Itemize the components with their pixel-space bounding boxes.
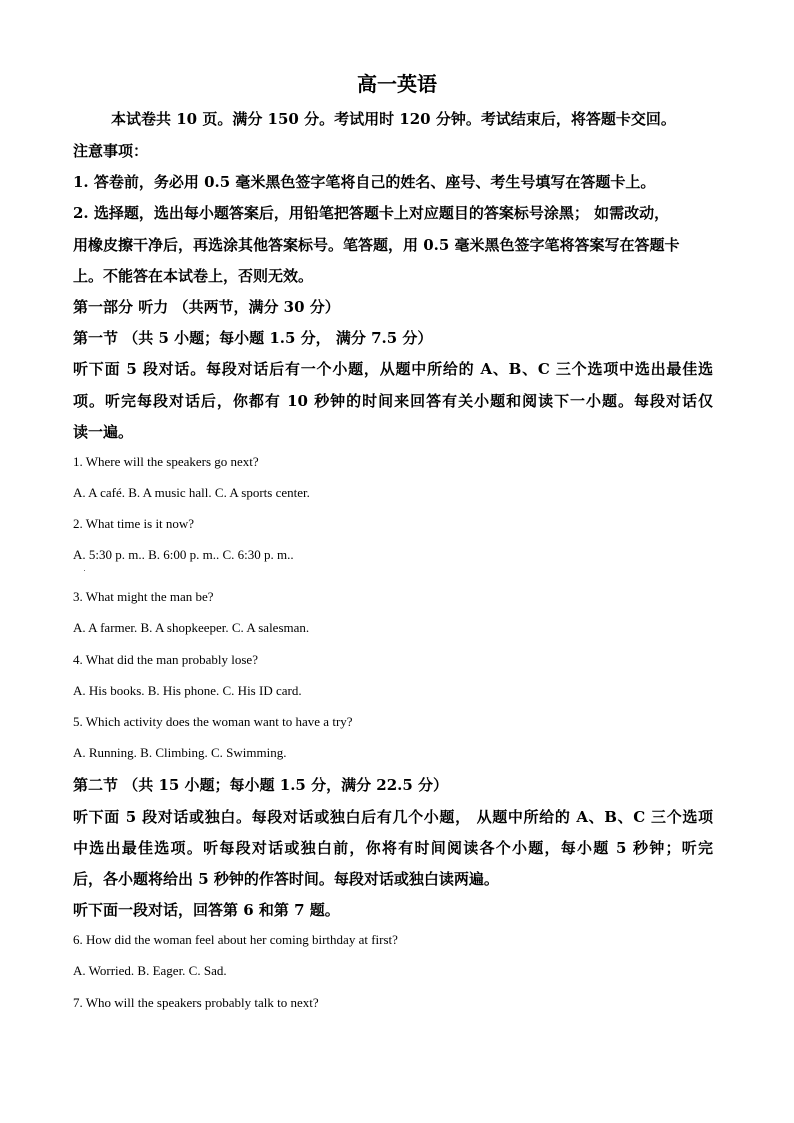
section1-heading: 第一节 （共 5 小题；每小题 1.5 分， 满分 7.5 分）	[73, 329, 433, 347]
exam-intro: 本试卷共 10 页。满分 150 分。考试用时 120 分钟。考试结束后，将答题卡交回。	[111, 110, 676, 128]
section1-instruction-line-1: 听下面 5 段对话。每段对话后有一个小题，从题中所给的 A、B、C 三个选项中选出最佳选	[73, 360, 713, 378]
notes-item-2-line-1: 2. 选择题，选出每小题答案后，用铅笔把答题卡上对应题目的答案标号涂黑； 如需改动，	[73, 204, 670, 222]
stray-dot	[84, 570, 85, 571]
section2-heading: 第二节 （共 15 小题；每小题 1.5 分，满分 22.5 分）	[73, 776, 449, 794]
question-4: 4. What did the man probably lose?	[73, 652, 258, 667]
question-2-options: A. 5:30 p. m.. B. 6:00 p. m.. C. 6:30 p. m..	[73, 547, 294, 562]
dialog-intro: 听下面一段对话，回答第 6 和第 7 题。	[73, 901, 340, 919]
notes-item-2-line-2: 用橡皮擦干净后，再选涂其他答案标号。笔答题，用 0.5 毫米黑色签字笔将答案写在答题卡	[73, 236, 680, 254]
part1-heading: 第一部分 听力 （共两节，满分 30 分）	[73, 298, 340, 316]
notes-item-1: 1. 答卷前，务必用 0.5 毫米黑色签字笔将自己的姓名、座号、考生号填写在答题卡上。	[73, 173, 656, 191]
section1-instruction-line-2: 项。听完每段对话后，你都有 10 秒钟的时间来回答有关小题和阅读下一小题。每段对话仅	[73, 392, 713, 410]
question-5-options: A. Running. B. Climbing. C. Swimming.	[73, 745, 287, 760]
question-1-options: A. A café. B. A music hall. C. A sports center.	[73, 485, 310, 500]
question-3: 3. What might the man be?	[73, 589, 214, 604]
question-3-options: A. A farmer. B. A shopkeeper. C. A salesman.	[73, 620, 310, 635]
section2-instruction-line-3: 后，各小题将给出 5 秒钟的作答时间。每段对话或独白读两遍。	[73, 870, 499, 888]
question-4-options: A. His books. B. His phone. C. His ID card.	[73, 683, 302, 698]
section2-instruction-line-1: 听下面 5 段对话或独白。每段对话或独白后有几个小题， 从题中所给的 A、B、C 三个选项	[73, 808, 713, 826]
notes-heading: 注意事项：	[73, 142, 149, 160]
question-5: 5. Which activity does the woman want to have a try?	[73, 714, 353, 729]
question-6: 6. How did the woman feel about her coming birthday at first?	[73, 932, 398, 947]
notes-item-2-line-3: 上。不能答在本试卷上，否则无效。	[73, 267, 314, 285]
page-title: 高一英语	[357, 72, 437, 96]
question-1: 1. Where will the speakers go next?	[73, 454, 259, 469]
section1-instruction-line-3: 读一遍。	[73, 423, 134, 441]
question-7: 7. Who will the speakers probably talk to next?	[73, 995, 319, 1010]
question-6-options: A. Worried. B. Eager. C. Sad.	[73, 963, 227, 978]
question-2: 2. What time is it now?	[73, 516, 195, 531]
section2-instruction-line-2: 中选出最佳选项。听每段对话或独白前，你将有时间阅读各个小题，每小题 5 秒钟；听完	[73, 839, 713, 857]
